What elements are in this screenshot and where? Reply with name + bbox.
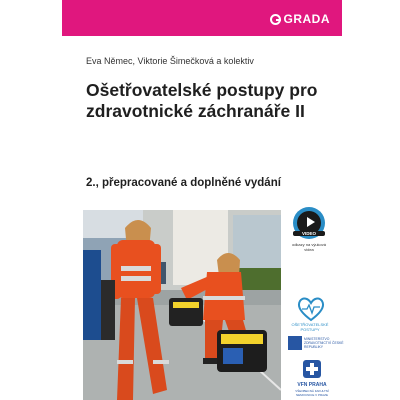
vfn-logo-text: VFN PRAHA [297,382,327,388]
edition-label: 2., přepracované a doplněné vydání [86,177,281,189]
book-cover [62,0,342,400]
publisher-logo [270,12,331,26]
vfn-logo-subtitle: VŠEOBECNÁ FAKULTNÍ NEMOCNICE V PRAZE [295,389,329,397]
publisher-name: GRADA [283,12,330,26]
ministry-logo-icon [288,336,302,350]
publisher-banner [62,0,342,36]
video-caption: odkazy na výuková videa [291,242,327,252]
grada-logo-icon [270,14,281,25]
heart-ecg-logo-icon [296,296,326,322]
ministry-logo-text: MINISTERSTVO ZDRAVOTNICTVÍ ČESKÉ REPUBLIKY [304,337,344,349]
video-label: VIDEO [293,231,325,236]
osetrovatelske-postupy-logo: OŠETŘOVATELSKÉ POSTUPY [291,322,329,332]
video-badge [293,207,325,239]
book-title: Ošetřovatelské postupy pro zdravotnické záchranáře II [86,80,318,121]
cover-photo [83,210,281,400]
paramedics-illustration [83,210,281,400]
vfn-cross-logo-icon [303,360,321,378]
authors: Eva Němec, Viktorie Šimečková a kolektiv [86,56,254,66]
play-icon [307,217,315,227]
